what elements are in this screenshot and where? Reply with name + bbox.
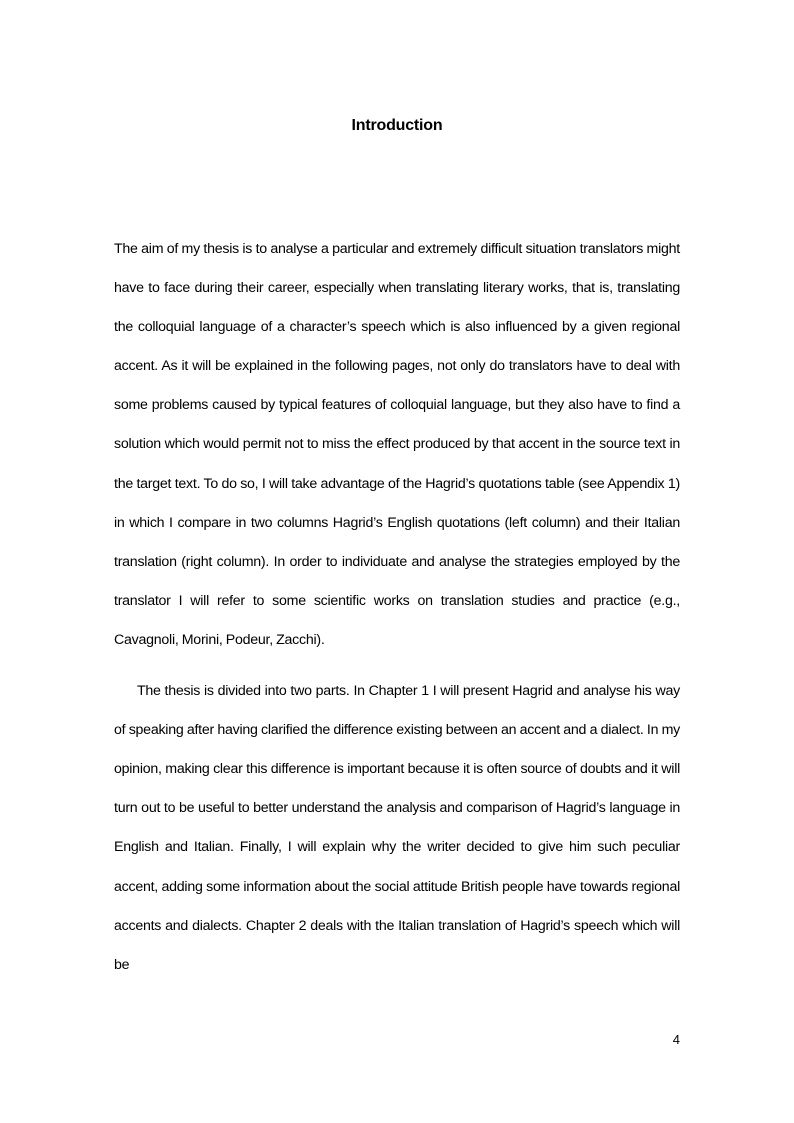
- page-number: 4: [672, 1032, 680, 1047]
- body-text: [114, 230, 680, 985]
- paragraph-2: The thesis is divided into two parts. In Chapter 1 I will present Hagrid and analyse his way of speaking after having clarified the difference existing between an accent and a dialect. In my opinion, making clear this difference is important because it is often source of doubts and it will turn out to be useful to better understand the analysis and comparison of Hagrid’s language in English and Italian. Finally, I will explain why the writer decided to give him such peculiar accent, adding some information about the social attitude British people have towards regional accents and dialects. Chapter 2 deals with the Italian translation of Hagrid’s speech which will be: [114, 683, 680, 973]
- page-title: Introduction: [351, 117, 443, 134]
- paragraph-1: The aim of my thesis is to analyse a particular and extremely difficult situation translators might have to face during their career, especially when translating literary works, that is, translating the colloquial language of a character’s speech which is also influenced by a given regional accent. As it will be explained in the following pages, not only do translators have to deal with some problems caused by typical features of colloquial language, but they also have to find a solution which would permit not to miss the effect produced by that accent in the source text in the target text. To do so, I will take advantage of the Hagrid’s quotations table (see Appendix 1) in which I compare in two columns Hagrid’s English quotations (left column) and their Italian translation (right column). In order to individuate and analyse the strategies employed by the translator I will refer to some scientific works on translation studies and practice (e.g., Cavagnoli, Morini, Podeur, Zacchi).: [114, 241, 680, 648]
